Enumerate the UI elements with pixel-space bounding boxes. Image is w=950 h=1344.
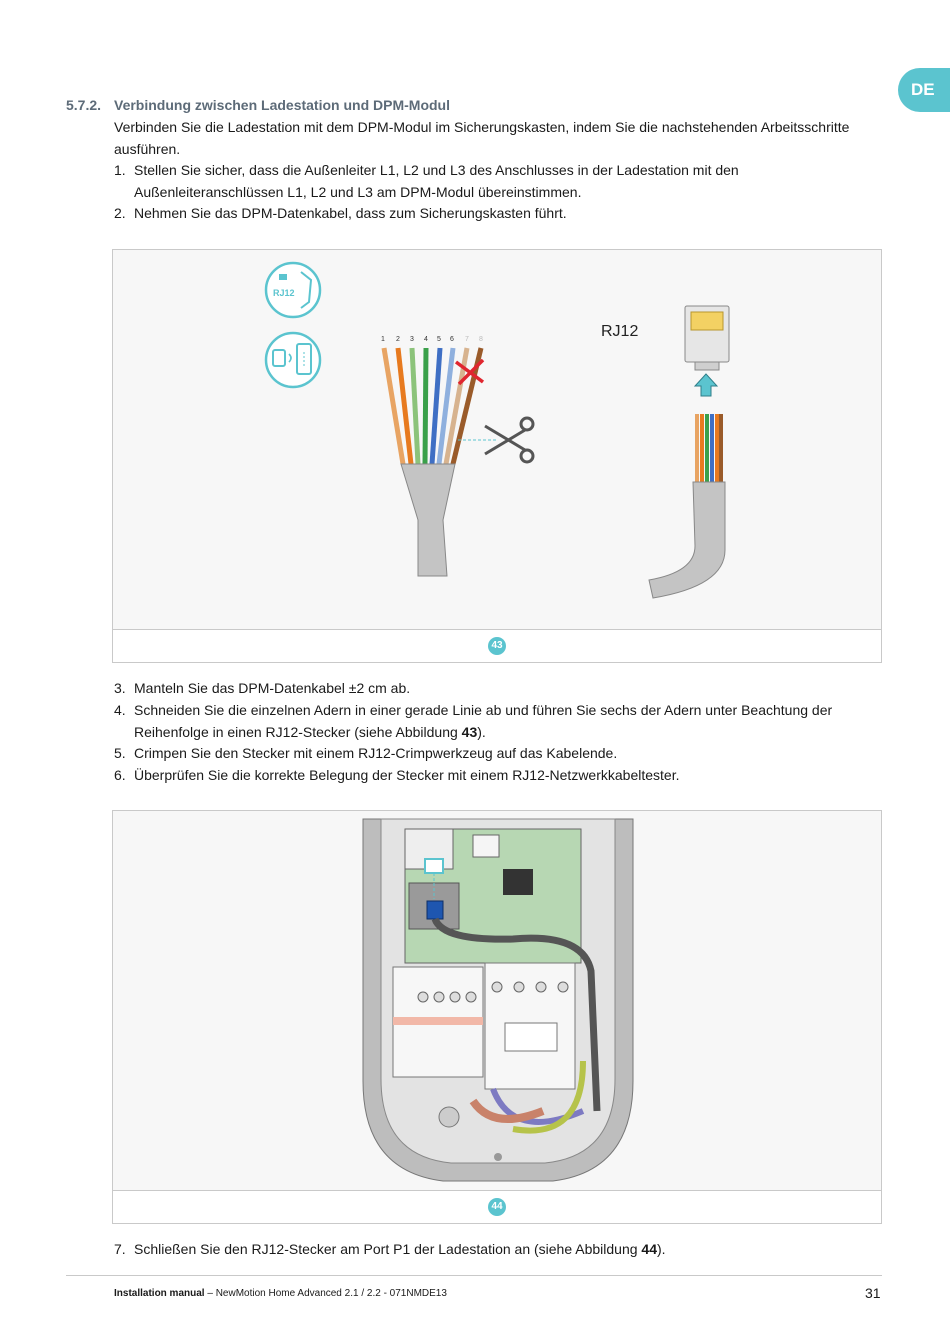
- page-number: 31: [865, 1285, 881, 1301]
- section-title: Verbindung zwischen Ladestation und DPM-Modul: [114, 97, 450, 113]
- figure-ref: 43: [461, 723, 478, 740]
- cable-jacket: [401, 464, 455, 576]
- step-3: [114, 678, 884, 700]
- figure-ref: 44: [641, 1241, 657, 1257]
- step-text-part: Reihenfolge in einen RJ12-Stecker (siehe Abbildung: [134, 723, 462, 740]
- wire-number-labels: [381, 336, 483, 343]
- scissors-icon: [485, 418, 533, 462]
- step-number: 3.: [114, 680, 126, 696]
- wire-number-6: 6: [450, 336, 454, 343]
- wire-number-3: 3: [410, 336, 414, 343]
- footer-divider: [66, 1275, 882, 1276]
- figure-44: [112, 810, 882, 1224]
- footer-manual-title: Installation manual: [114, 1288, 205, 1299]
- step-number: 4.: [114, 702, 126, 718]
- rj12-icon-label: RJ12: [273, 288, 295, 298]
- step-number: 2.: [114, 205, 126, 221]
- intro-line-1: Verbinden Sie die Ladestation mit dem DPM-Modul im Sicherungskasten, indem Sie die nachstehenden Arbeitsschritte: [114, 119, 850, 135]
- figure-number-badge: 44: [488, 1198, 506, 1216]
- step-number: 7.: [114, 1241, 126, 1257]
- rj12-label: RJ12: [601, 323, 639, 340]
- step-text-line: [134, 722, 884, 744]
- step-text-line: Nehmen Sie das DPM-Datenkabel, dass zum Sicherungskasten führt.: [134, 205, 567, 221]
- wire-number-7: 7: [465, 336, 469, 343]
- stripped-wires: [384, 348, 481, 464]
- wire-number-1: 1: [381, 336, 385, 343]
- section-number: 5.7.2.: [66, 97, 102, 113]
- wire-number-4: 4: [424, 336, 428, 343]
- chip: [503, 869, 533, 895]
- step-6: [114, 765, 884, 787]
- contactor-label: [505, 1023, 557, 1051]
- language-tab: DE: [898, 68, 950, 112]
- step-7: [114, 1239, 884, 1261]
- wire-number-2: 2: [396, 336, 400, 343]
- wire-number-5: 5: [437, 336, 441, 343]
- rj12-plug: [427, 901, 443, 919]
- step-text-line: [134, 1239, 884, 1261]
- step-2: [114, 203, 884, 225]
- step-1: [114, 160, 884, 203]
- intro-line-2: ausführen.: [114, 141, 181, 157]
- rj12-connector: [685, 306, 729, 370]
- insert-arrow-icon: [695, 374, 717, 396]
- cable-stripping-illustration: [113, 250, 881, 630]
- step-text-part: Schließen Sie den RJ12-Stecker am Port P1 der Ladestation an (siehe Abbildung: [134, 1241, 642, 1257]
- cable-gland: [439, 1107, 459, 1127]
- figure-number-badge: 43: [488, 637, 506, 655]
- port-p1: [425, 859, 443, 873]
- breaker-stripe: [393, 1017, 483, 1025]
- housing-screw: [494, 1153, 502, 1161]
- crimped-cable: [649, 414, 725, 598]
- footer-text: [114, 1288, 447, 1299]
- step-text-part: ).: [477, 723, 486, 740]
- figure-caption-strip: [113, 1190, 881, 1223]
- step-number: 1.: [114, 162, 126, 178]
- step-text-part: ).: [657, 1241, 666, 1257]
- step-text-line: Manteln Sie das DPM-Datenkabel ±2 cm ab.: [134, 680, 411, 696]
- step-text-line: Schneiden Sie die einzelnen Adern in einer gerade Linie ab und führen Sie sechs der Adern unter Beachtung der: [134, 702, 833, 718]
- charging-station-interior-illustration: [113, 811, 881, 1191]
- cable-tester-icon: [266, 333, 320, 387]
- step-number: 5.: [114, 745, 126, 761]
- figure-43: [112, 249, 882, 663]
- wire-number-8: 8: [479, 336, 483, 343]
- figure-caption-strip: [113, 629, 881, 662]
- step-number: 6.: [114, 767, 126, 783]
- step-5: [114, 743, 884, 765]
- step-text-line: Crimpen Sie den Stecker mit einem RJ12-Crimpwerkzeug auf das Kabelende.: [134, 745, 618, 761]
- step-text-line: Stellen Sie sicher, dass die Außenleiter L1, L2 und L3 des Anschlusses in der Ladestation mit den: [134, 162, 739, 178]
- step-text-line: Außenleiteranschlüssen L1, L2 und L3 am DPM-Modul übereinstimmen.: [134, 183, 582, 200]
- ethernet-port: [473, 835, 499, 857]
- footer-document-info: – NewMotion Home Advanced 2.1 / 2.2 - 071NMDE13: [204, 1288, 447, 1299]
- step-4: [114, 700, 884, 743]
- crimp-tool-icon: [266, 263, 320, 317]
- step-text-line: Überprüfen Sie die korrekte Belegung der Stecker mit einem RJ12-Netzwerkkabeltester.: [134, 767, 680, 783]
